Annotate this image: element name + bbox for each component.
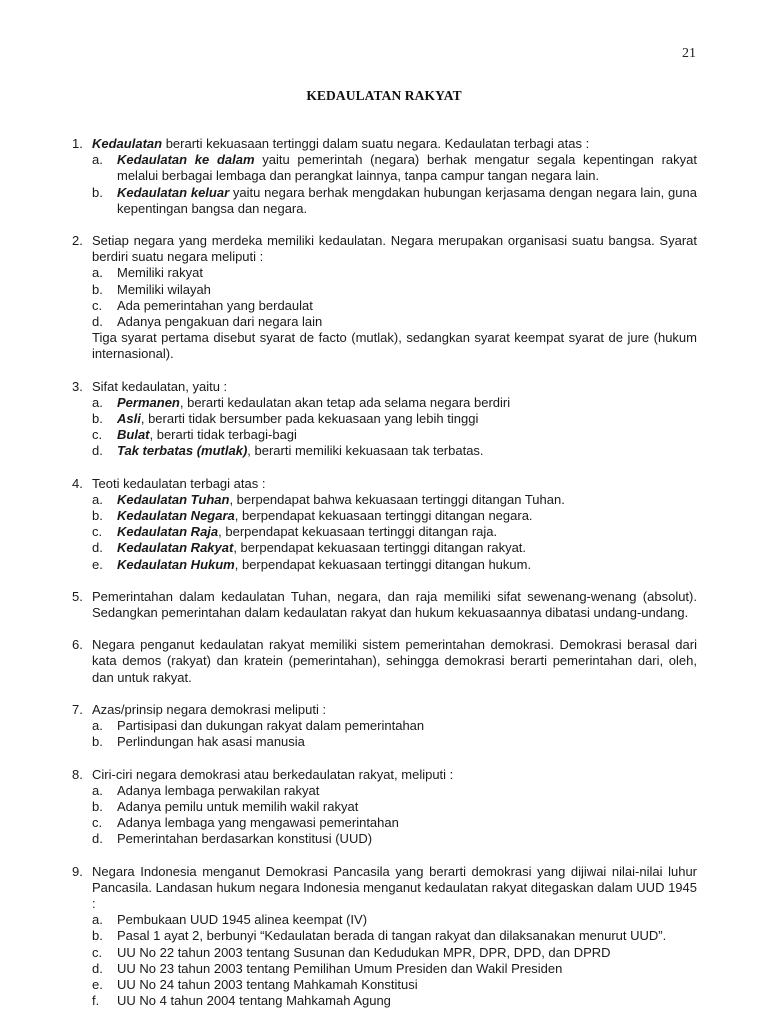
term: Kedaulatan ke dalam bbox=[117, 152, 255, 168]
item-text: Kedaulatan berarti kekuasaan tertinggi dalam suatu negara. Kedaulatan terbagi atas : bbox=[92, 136, 590, 151]
term: Kedaulatan Hukum bbox=[117, 556, 235, 572]
item-text: Setiap negara yang merdeka memiliki kedaulatan. Negara merupakan organisasi suatu bangsa. Syarat berdiri suatu negara meliputi : bbox=[92, 233, 697, 265]
sub-item: c. Ada pemerintahan yang berdaulat bbox=[92, 297, 313, 313]
sub-item: a. Adanya lembaga perwakilan rakyat bbox=[92, 782, 320, 798]
sub-item: b. Asli, berarti tidak bersumber pada kekuasaan yang lebih tinggi bbox=[92, 411, 479, 427]
sub-item: d. Pemerintahan berdasarkan konstitusi (UUD) bbox=[92, 831, 373, 847]
sub-item: d. Tak terbatas (mutlak), berarti memiliki kekuasaan tak terbatas. bbox=[92, 443, 484, 459]
document-title: KEDAULATAN RAKYAT bbox=[306, 88, 462, 103]
sub-item: d. UU No 23 tahun 2003 tentang Pemilihan Umum Presiden dan Wakil Presiden bbox=[92, 960, 563, 976]
item-number: 8. bbox=[72, 766, 83, 782]
list-item-3 bbox=[72, 379, 697, 460]
sub-item: c. Kedaulatan Raja, berpendapat kekuasaan tertinggi ditangan raja. bbox=[92, 524, 498, 540]
term: Kedaulatan bbox=[92, 136, 163, 151]
term: Kedaulatan Tuhan bbox=[117, 491, 230, 507]
sub-item: f. UU No 4 tahun 2004 tentang Mahkamah Agung bbox=[92, 993, 391, 1009]
list-item-8 bbox=[72, 767, 697, 848]
sub-item: a. Pembukaan UUD 1945 alinea keempat (IV) bbox=[92, 912, 368, 928]
item-number: 6. bbox=[72, 637, 83, 653]
item-text: Negara penganut kedaulatan rakyat memiliki sistem pemerintahan demokrasi. Demokrasi berasal dari kata demos (rakyat) dan kratein (pemerintahan), sehingga demokrasi berarti pemerintahan dari, oleh, dan untuk rakyat. bbox=[92, 637, 697, 685]
term: Bulat bbox=[117, 427, 150, 443]
item-text: Negara Indonesia menganut Demokrasi Pancasila yang berarti demokrasi yang dijiwai nilai-nilai luhur Pancasila. Landasan hukum negara Indonesia menganut kedaulatan rakyat ditegaskan dalam UUD 1945 : bbox=[92, 863, 697, 911]
item-text: Azas/prinsip negara demokrasi meliputi : bbox=[92, 701, 327, 717]
item-number: 5. bbox=[72, 588, 83, 604]
sub-item: b. Pasal 1 ayat 2, berbunyi “Kedaulatan berada di tangan rakyat dan dilaksanakan menurut UUD”. bbox=[92, 928, 667, 944]
item-number: 2. bbox=[72, 233, 83, 249]
sub-item: a. Partisipasi dan dukungan rakyat dalam pemerintahan bbox=[92, 718, 425, 734]
term: Asli bbox=[117, 411, 141, 427]
document-body bbox=[72, 136, 697, 1025]
sub-item: e. Kedaulatan Hukum, berpendapat kekuasaan tertinggi ditangan hukum. bbox=[92, 556, 532, 572]
item-number: 1. bbox=[72, 136, 83, 151]
sub-item: b. Memiliki wilayah bbox=[92, 281, 211, 297]
sub-item: c. Adanya lembaga yang mengawasi pemerintahan bbox=[92, 815, 399, 831]
item-text: Ciri-ciri negara demokrasi atau berkedaulatan rakyat, meliputi : bbox=[92, 766, 454, 782]
item-number: 3. bbox=[72, 378, 83, 394]
list-item-5 bbox=[72, 589, 697, 621]
sub-item: c. UU No 22 tahun 2003 tentang Susunan dan Kedudukan MPR, DPR, DPD, dan DPRD bbox=[92, 944, 611, 960]
item-number: 4. bbox=[72, 475, 83, 491]
list-item-6 bbox=[72, 637, 697, 686]
list-item-2 bbox=[72, 233, 697, 363]
list-item-9 bbox=[72, 864, 697, 1010]
term: Kedaulatan Negara bbox=[117, 508, 235, 524]
item-number: 9. bbox=[72, 863, 83, 879]
sub-item: c. Bulat, berarti tidak terbagi-bagi bbox=[92, 427, 297, 443]
sub-item: b. Kedaulatan Negara, berpendapat kekuasaan tertinggi ditangan negara. bbox=[92, 508, 533, 524]
item-number: 7. bbox=[72, 701, 83, 717]
page-number: 21 bbox=[682, 46, 696, 61]
sub-item: b. Perlindungan hak asasi manusia bbox=[92, 734, 305, 750]
list-item-1 bbox=[72, 136, 697, 217]
item-text: Teoti kedaulatan terbagi atas : bbox=[92, 475, 266, 491]
term: Tak terbatas (mutlak) bbox=[117, 443, 248, 459]
item-text: Pemerintahan dalam kedaulatan Tuhan, negara, dan raja memiliki sifat sewenang-wenang (absolut). Sedangkan pemerintahan dalam kedaulatan rakyat dan hukum kekuasaannya dibatasi undang-undang. bbox=[92, 588, 697, 621]
list-item-7 bbox=[72, 702, 697, 751]
item-note: Tiga syarat pertama disebut syarat de facto (mutlak), sedangkan syarat keempat syarat de jure (hukum internasional). bbox=[92, 330, 697, 362]
sub-item: e. UU No 24 tahun 2003 tentang Mahkamah Konstitusi bbox=[92, 976, 418, 992]
list-item-4 bbox=[72, 476, 697, 573]
term: Permanen bbox=[117, 394, 180, 410]
sub-item: b. Adanya pemilu untuk memilih wakil rakyat bbox=[92, 798, 359, 814]
sub-item: b. Kedaulatan keluar yaitu negara berhak mengdakan hubungan kerjasama dengan negara lain, guna kepentingan bangsa dan negara. bbox=[92, 184, 697, 216]
sub-item: a. Kedaulatan ke dalam yaitu pemerintah (negara) berhak mengatur segala kepentingan rakyat melalui berbagai lembaga dan perangkat lainnya, tanpa campur tangan negara lain. bbox=[92, 152, 698, 184]
term: Kedaulatan keluar bbox=[117, 184, 230, 200]
sub-item: d. Adanya pengakuan dari negara lain bbox=[92, 314, 323, 330]
sub-item: d. Kedaulatan Rakyat, berpendapat kekuasaan tertinggi ditangan rakyat. bbox=[92, 540, 527, 556]
term: Kedaulatan Rakyat bbox=[117, 540, 234, 556]
sub-item: a. Permanen, berarti kedaulatan akan tetap ada selama negara berdiri bbox=[92, 394, 511, 410]
term: Kedaulatan Raja bbox=[117, 524, 219, 540]
sub-item: a. Kedaulatan Tuhan, berpendapat bahwa kekuasaan tertinggi ditangan Tuhan. bbox=[92, 491, 565, 507]
sub-item: a. Memiliki rakyat bbox=[92, 265, 203, 281]
item-text: Sifat kedaulatan, yaitu : bbox=[92, 378, 228, 394]
